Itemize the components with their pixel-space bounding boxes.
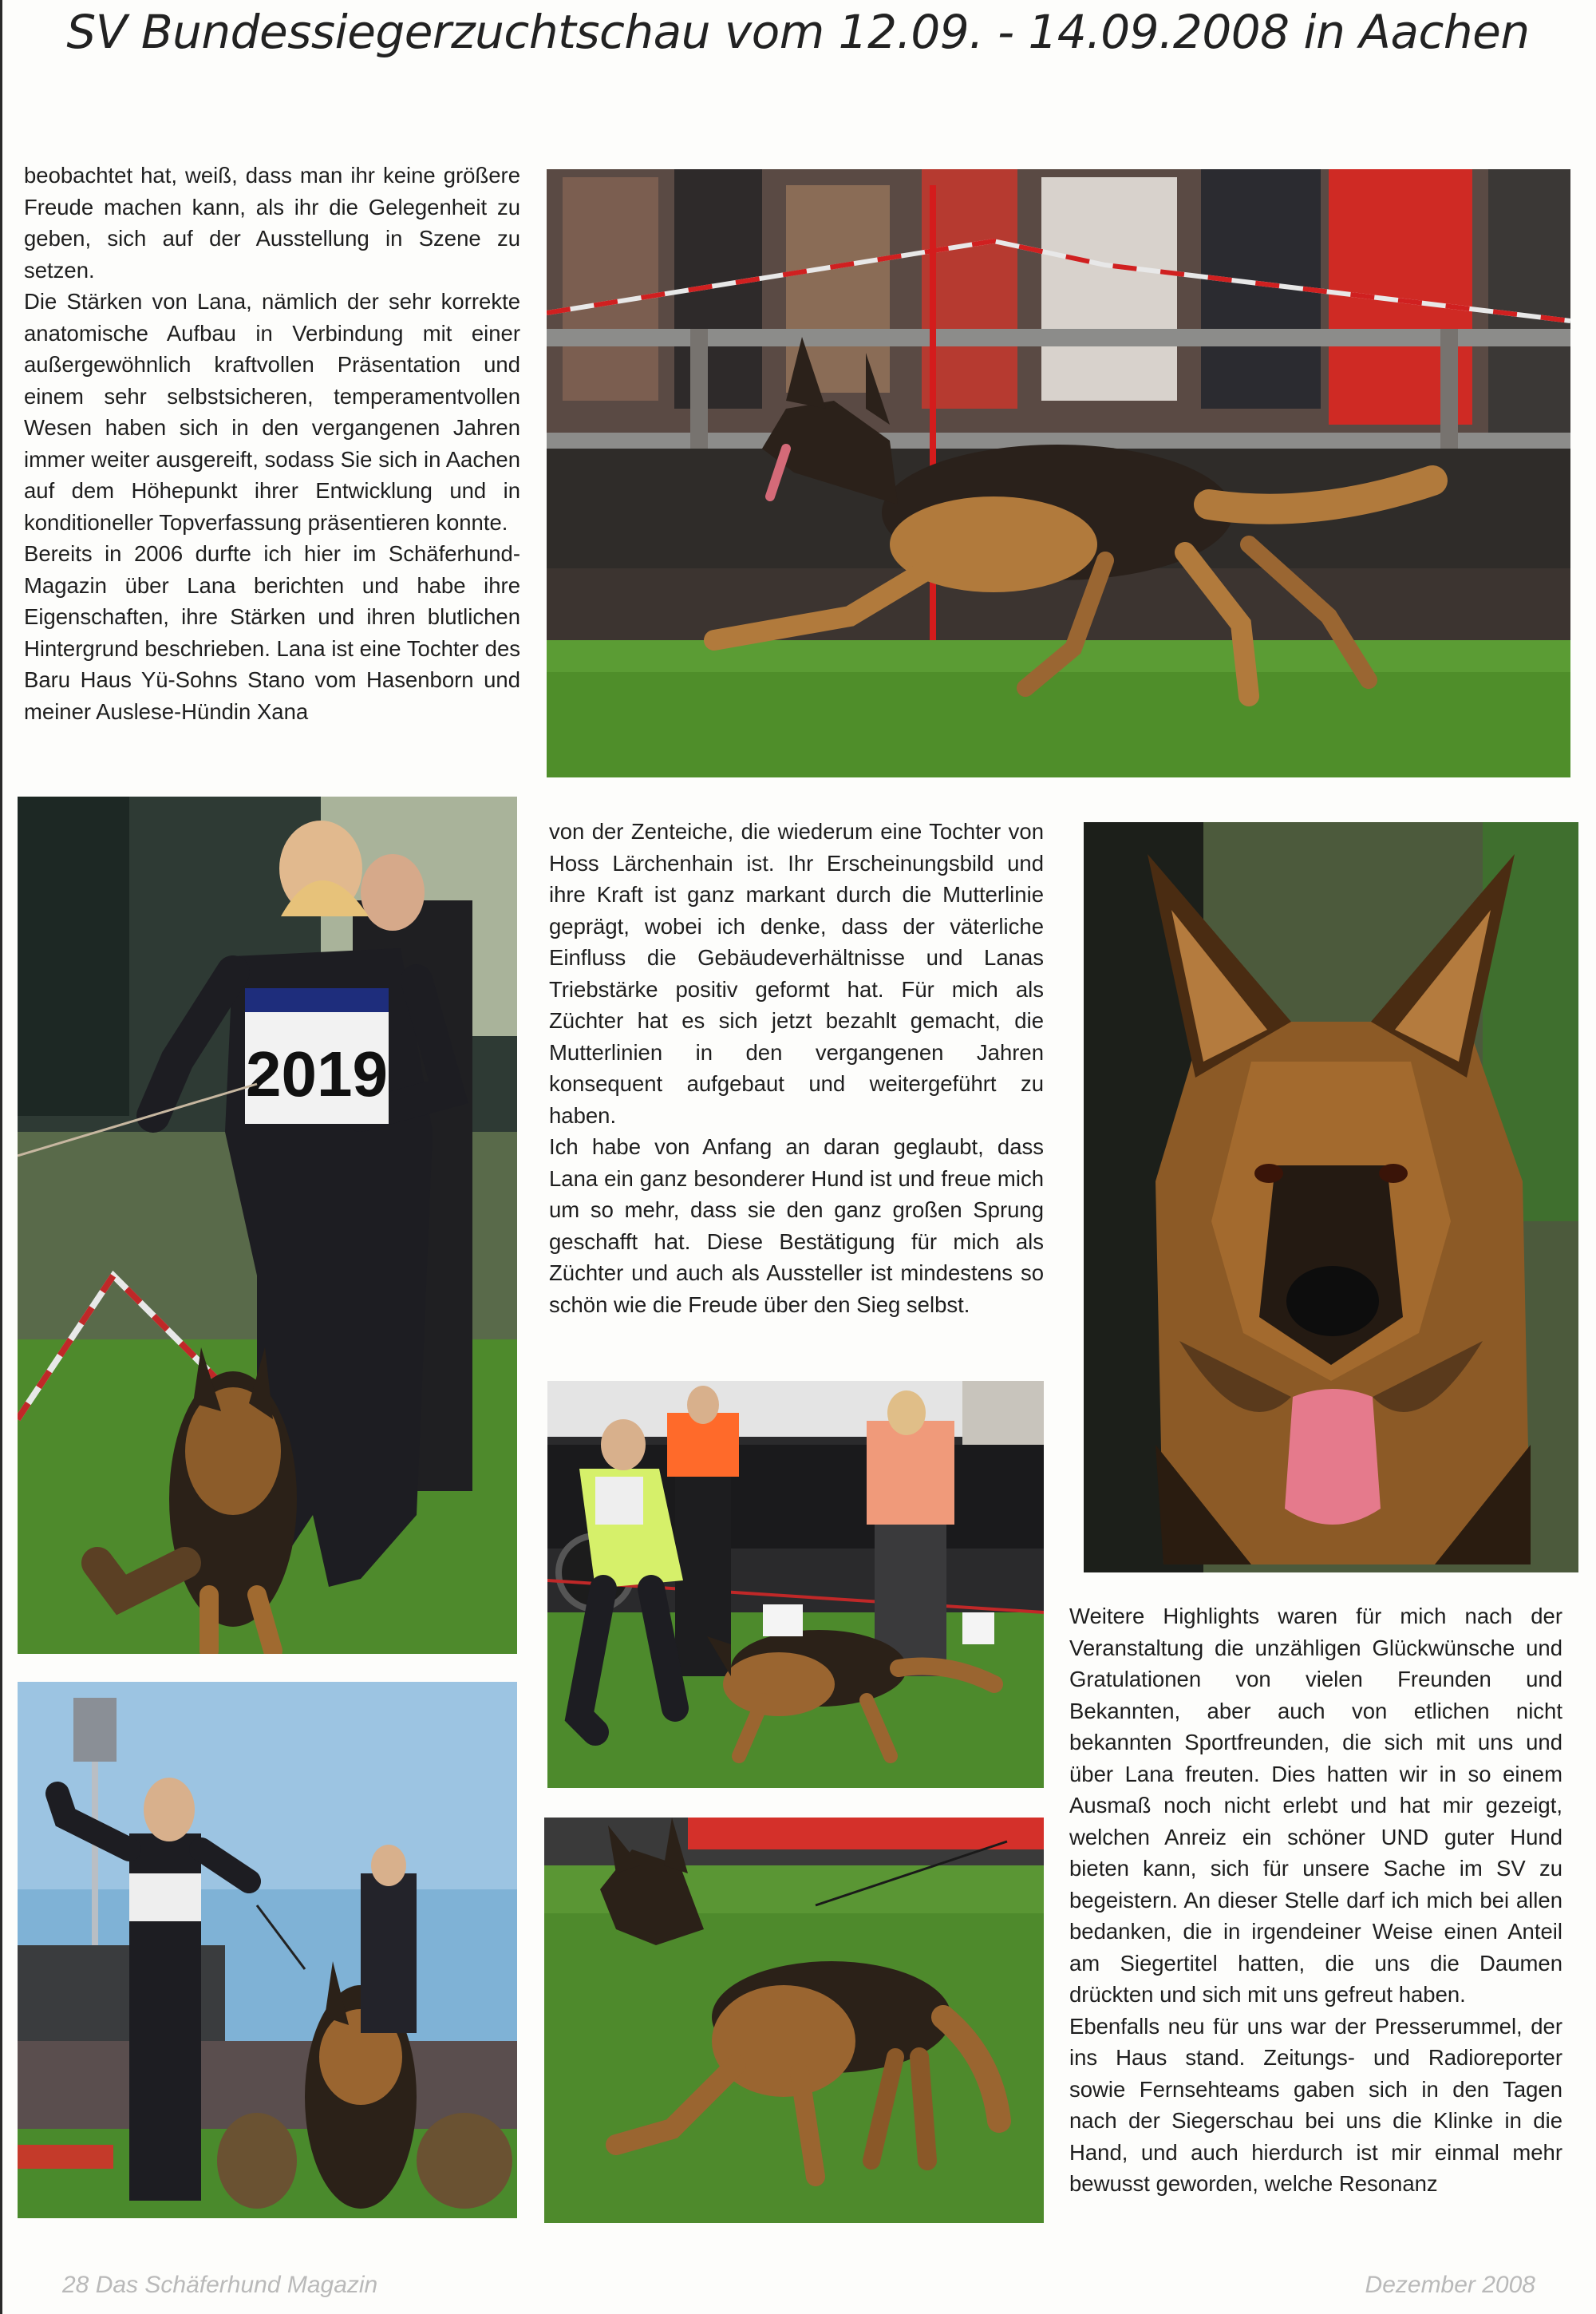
paragraph: Die Stärken von Lana, nämlich der sehr korrekte anatomische Aufbau in Verbindung mit einer außergewöhnlich kraftvollen Präsentation und einem sehr selbstsicheren, temperamentvollen Wesen haben sich in den vergangenen Jahren immer weiter ausgereift, sodass Sie sich in Aachen auf dem Höhepunkt ihrer Entwicklung und in konditioneller Topverfassung präsentieren konnte. (24, 289, 520, 535)
footer-issue-date: Dezember 2008 (1365, 2272, 1535, 2298)
page-title: SV Bundessiegerzuchtschau vom 12.09. - 14.09.2008 in Aachen (66, 5, 1530, 59)
footer-page-magazine: 28 Das Schäferhund Magazin (62, 2272, 378, 2298)
paragraph: beobachtet hat, weiß, dass man ihr keine größere Freude machen kann, als ihr die Gelegenheit zu geben, sich auf der Ausstellung in Szene zu setzen. (24, 163, 520, 283)
paragraph: Ebenfalls neu für uns war der Presserummel, der ins Haus stand. Zeitungs- und Radioreporter sowie Fernsehteams gaben sich in den Tagen nach der Siegerschau bei uns die Klinke in die Hand, und auch hierdurch ist mir einmal mehr bewusst geworden, welche Resonanz (1069, 2013, 1562, 2196)
page-edge-line (0, 0, 2, 2314)
photo-dog-walking-grass (544, 1818, 1044, 2223)
paragraph: von der Zenteiche, die wiederum eine Tochter von Hoss Lärchenhain ist. Ihr Erscheinungsbild und ihre Kraft ist ganz markant durch die Mutterlinie geprägt, wobei ich denke, dass der väterliche Einfluss die Gebäudeverhältnisse und Lanas Triebstärke positiv geformt hat. Für mich als Züchter hat es sich jetzt bezahlt gemacht, die Mutterlinien in den vergangenen Jahren konsequent aufgebaut und weitergeführt zu haben. (549, 819, 1044, 1128)
text-column-3 (1069, 1600, 1562, 2200)
photo-handler-stadium (18, 1682, 517, 2218)
paragraph: Ich habe von Anfang an daran geglaubt, dass Lana ein ganz besonderer Hund ist und freue mich um so mehr, dass sie den ganz großen Sprung geschafft hat. Diese Bestätigung für mich als Züchter und auch als Aussteller ist mindestens so schön wie die Freude über den Sieg selbst. (549, 1134, 1044, 1317)
photo-handler-neon-jacket (547, 1381, 1044, 1788)
photo-dog-trotting-crowd (547, 169, 1570, 777)
text-column-2 (549, 816, 1044, 1320)
start-number-label: 2019 (246, 1038, 388, 1110)
photo-handler-running (18, 797, 517, 1654)
text-column-1 (24, 160, 520, 727)
paragraph: Bereits in 2006 durfte ich hier im Schäferhund-Magazin über Lana berichten und habe ihre Eigenschaften, ihre Stärken und ihren blutlichen Hintergrund beschrieben. Lana ist eine Tochter des Baru Haus Yü-Sohns Stano vom Hasenborn und meiner Auslese-Hündin Xana (24, 541, 520, 724)
paragraph: Weitere Highlights waren für mich nach der Veranstaltung die unzähligen Glückwünsche und Gratulationen von vielen Freunden und Bekannten, aber auch von etlichen nicht bekannten Sportfreunden, die sich mit uns und über Lana freuten. Dies hatten wir in so einem Ausmaß noch nicht erlebt und hat mir gezeigt, welchen Anreiz ein schöner UND guter Hund bieten kann, sich für unsere Sache im SV zu begeistern. An dieser Stelle darf ich mich bei allen bedanken, die in irgendeiner Weise einen Anteil am Siegertitel hatten, die uns die Daumen drückten und sich mit uns gefreut haben. (1069, 1604, 1562, 2007)
photo-dog-portrait (1084, 822, 1578, 1572)
